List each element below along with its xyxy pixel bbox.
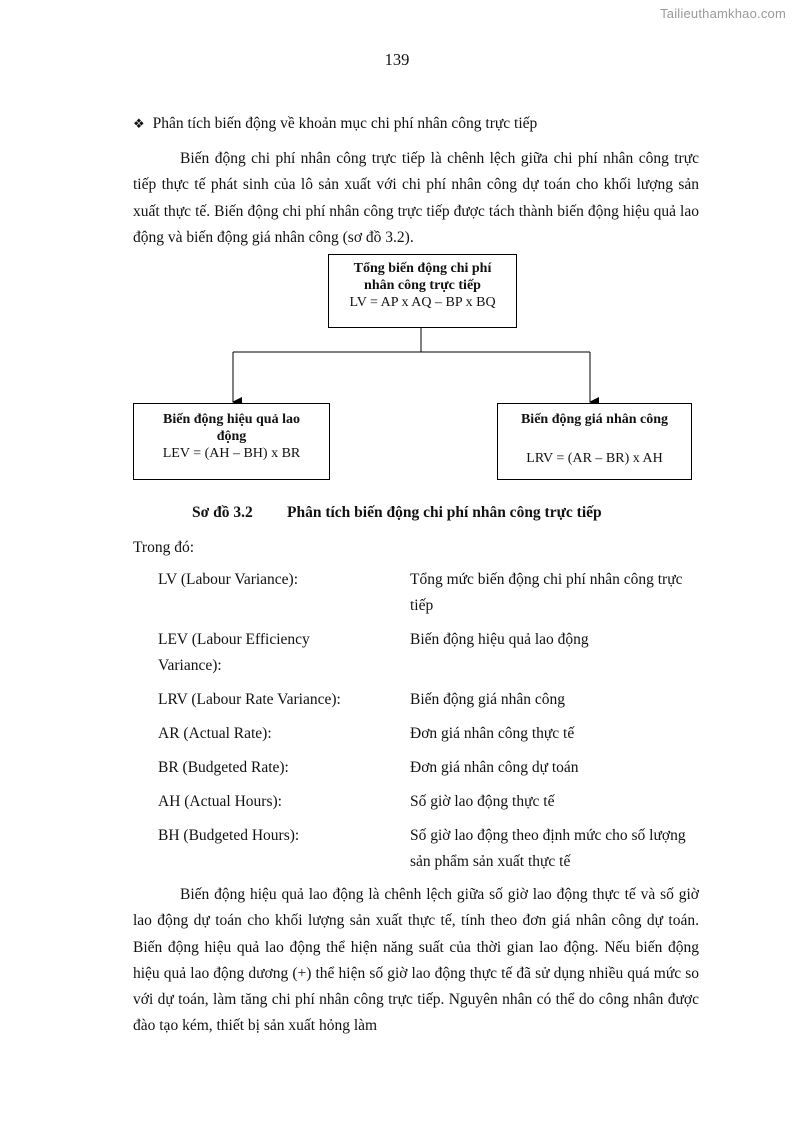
glossary-term: BH (Budgeted Hours): xyxy=(158,827,300,844)
watermark: Tailieuthamkhao.com xyxy=(660,6,786,21)
glossary-definition: Số giờ lao động theo định mức cho số lượng sản phẩm sản xuất thực tế xyxy=(410,827,686,870)
glossary-definition: Đơn giá nhân công dự toán xyxy=(410,759,579,776)
box-left-formula: LEV = (AH – BH) x BR xyxy=(162,446,301,461)
glossary-term: LRV (Labour Rate Variance): xyxy=(158,691,341,708)
box-left-title-line1: Biến động hiệu quả lao xyxy=(163,412,300,427)
caption-number: Sơ đồ 3.2 xyxy=(192,504,253,521)
diagram-caption xyxy=(192,504,602,522)
section-heading xyxy=(133,115,537,133)
glossary-term: LEV (Labour Efficiency Variance): xyxy=(158,631,310,674)
page-number: 139 xyxy=(384,50,410,69)
diagram-box-efficiency-variance xyxy=(133,403,330,480)
closing-paragraph: Biến động hiệu quả lao động là chênh lệch giữa số giờ lao động thực tế và số giờ lao động dự toán cho khối lượng sản xuất thực tế, tính theo đơn giá nhân công dự toán. Biến động hiệu quả lao động thể hiện năng suất của thời gian lao động. Nếu biến động hiệu quả lao động dương (+) thể hiện số giờ lao động thực tế đã sử dụng nhiều quá mức so với dự toán, làm tăng chi phí nhân công trực tiếp. Nguyên nhân có thể do công nhân được đào tạo kém, thiết bị sản xuất hỏng làm xyxy=(133,886,699,1035)
glossary-definition: Số giờ lao động thực tế xyxy=(410,793,555,810)
glossary-intro: Trong đó: xyxy=(133,539,195,556)
intro-paragraph: Biến động chi phí nhân công trực tiếp là chênh lệch giữa chi phí nhân công trực tiếp thực tế phát sinh của lô sản xuất với chi phí nhân công dự toán cho khối lượng sản xuất thực tế. Biến động chi phí nhân công trực tiếp được tách thành biến động hiệu quả lao động và biến động giá nhân công (sơ đồ 3.2). xyxy=(133,150,699,246)
glossary-definition: Biến động hiệu quả lao động xyxy=(410,631,589,648)
diamond-bullet-icon: ❖ xyxy=(133,116,145,131)
box-right-formula: LRV = (AR – BR) x AH xyxy=(526,451,663,466)
glossary-definition: Tổng mức biến động chi phí nhân công trực tiếp xyxy=(410,571,683,614)
glossary-definition: Biến động giá nhân công xyxy=(410,691,565,708)
diagram-box-rate-variance xyxy=(497,403,692,480)
section-heading-text: Phân tích biến động về khoản mục chi phí nhân công trực tiếp xyxy=(152,115,538,132)
glossary-term: AH (Actual Hours): xyxy=(158,793,282,810)
diagram-box-total-variance xyxy=(328,254,517,328)
glossary-definition: Đơn giá nhân công thực tế xyxy=(410,725,575,742)
glossary-term: LV (Labour Variance): xyxy=(158,571,299,588)
box-top-title-line1: Tổng biến động chi phí xyxy=(353,261,492,276)
box-left-title-line2: động xyxy=(216,429,247,444)
box-right-title: Biến động giá nhân công xyxy=(520,412,669,427)
box-top-title-line2: nhân công trực tiếp xyxy=(364,278,481,293)
glossary-term: AR (Actual Rate): xyxy=(158,725,272,742)
glossary-term: BR (Budgeted Rate): xyxy=(158,759,289,776)
caption-title: Phân tích biến động chi phí nhân công trực tiếp xyxy=(287,504,602,521)
box-top-formula: LV = AP x AQ – BP x BQ xyxy=(349,295,496,310)
